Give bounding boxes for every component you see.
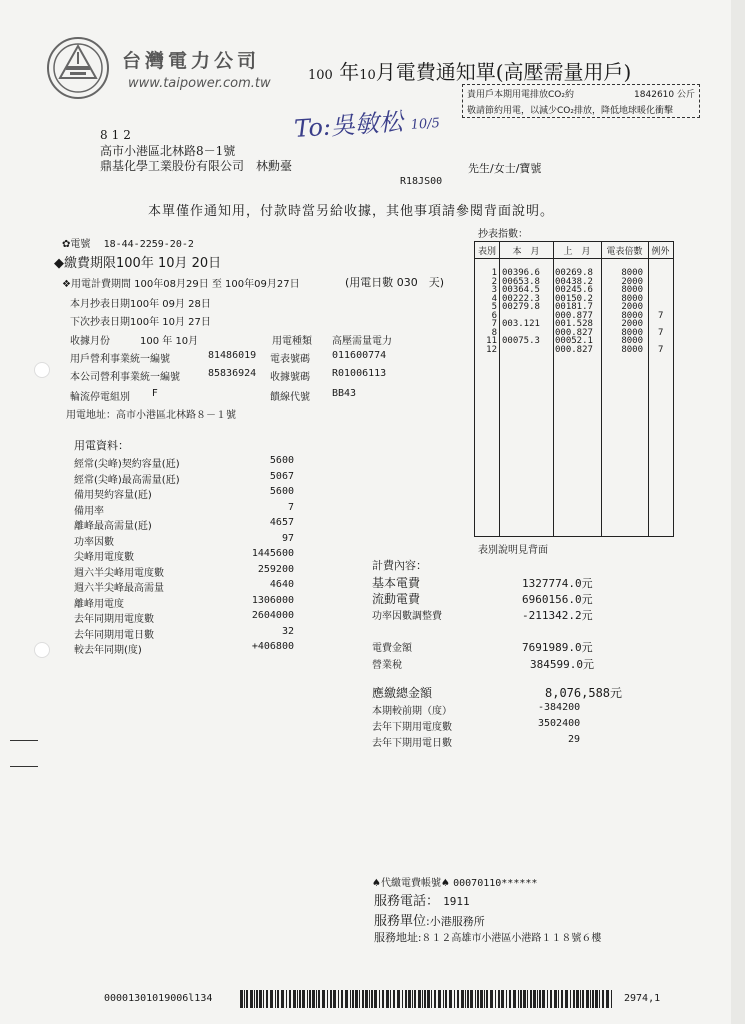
- barcode-bar: [592, 990, 594, 1008]
- barcode-bar: [606, 990, 609, 1008]
- barcode-bar: [520, 990, 522, 1008]
- barcode-bar: [477, 990, 479, 1008]
- tax-label: 營業稅: [372, 660, 402, 671]
- barcode-bar: [461, 990, 464, 1008]
- paper-edge: [731, 0, 745, 1024]
- handwritten-recipient: To:吳敏松: [293, 107, 404, 144]
- barcode-bar: [359, 990, 360, 1008]
- barcode-bar: [256, 990, 258, 1008]
- usage-row-label: 較去年同期(度): [74, 645, 142, 656]
- barcode-bar: [434, 990, 436, 1008]
- multiplier-cell: 8000: [621, 336, 643, 346]
- barcode-bar: [270, 990, 273, 1008]
- multiplier-cell: 2000: [621, 302, 643, 312]
- next-read-row: [70, 313, 211, 328]
- period-label: 用電計費期間: [70, 279, 131, 290]
- feeder-label: 饋線代號: [270, 392, 310, 403]
- read-date-label: 本月抄表日期: [70, 299, 130, 310]
- barcode-bar: [480, 990, 483, 1008]
- type-value: 高壓需量電力: [332, 336, 392, 347]
- barcode-bar: [333, 990, 336, 1008]
- barcode-bar: [408, 990, 411, 1008]
- rotation-label: 輪流停電組別: [70, 392, 130, 403]
- barcode-bar: [539, 990, 541, 1008]
- period-value: 100年08月29日 至 100年09月27日: [134, 279, 300, 290]
- table-divider: [553, 242, 554, 536]
- meter-note: 表別說明見背面: [478, 545, 548, 556]
- co2-line1: 貴用戶本期用電排放CO₂約: [467, 90, 574, 100]
- barcode-bar: [312, 990, 315, 1008]
- barcode-bar: [454, 990, 455, 1008]
- period-row: [62, 275, 300, 290]
- meter-no-label: 電表號碼: [270, 354, 310, 365]
- due-date: 100年 10月 20日: [116, 256, 222, 271]
- margin-mark: [10, 766, 38, 767]
- meter-reading-table: [474, 241, 674, 537]
- barcode-bar: [443, 990, 444, 1008]
- next-read: 100年 10月 27日: [130, 317, 211, 328]
- margin-mark: [10, 740, 38, 741]
- meter-no-value: 011600774: [332, 350, 387, 361]
- barcode-bar: [275, 990, 276, 1008]
- previous-reading-cell: 00181.7: [555, 302, 593, 312]
- table-divider: [601, 242, 602, 536]
- barcode-bar: [365, 990, 368, 1008]
- punch-hole: [34, 362, 50, 378]
- barcode-bar: [484, 990, 485, 1008]
- read-date: 100年 09月 28日: [130, 299, 211, 310]
- barcode-bar: [263, 990, 264, 1008]
- barcode-bar: [550, 990, 552, 1008]
- previous-reading-cell: 00150.2: [555, 293, 593, 304]
- barcode-bar: [259, 990, 262, 1008]
- due-label: 繳費期限: [64, 256, 117, 271]
- usage-row-value: 2604000: [251, 610, 294, 621]
- barcode-bar: [350, 990, 351, 1008]
- barcode-bar: [316, 990, 317, 1008]
- compare-value: -384200: [538, 702, 581, 713]
- barcode-bar: [244, 990, 245, 1008]
- unit-label: 服務單位: [374, 914, 427, 929]
- phone-label: 服務電話：: [374, 894, 440, 909]
- agent-label: 代繳電費帳號: [380, 878, 441, 889]
- barcode-bar: [293, 990, 296, 1008]
- barcode-bar: [299, 990, 301, 1008]
- basic-fee-label: 基本電費: [372, 576, 421, 590]
- table-divider: [648, 242, 649, 536]
- barcode-icon: [240, 990, 614, 1008]
- meter-type-cell: 2: [491, 276, 497, 287]
- barcode-bar: [352, 990, 354, 1008]
- barcode-bar: [418, 990, 421, 1008]
- previous-reading-cell: 00269.8: [555, 268, 593, 278]
- barcode-bar: [431, 990, 432, 1008]
- multiplier-cell: 8000: [621, 293, 643, 304]
- document-title: [308, 56, 631, 85]
- multiplier-cell: 8000: [621, 268, 643, 278]
- unit-value: :小港服務所: [426, 915, 485, 928]
- site-value: 高市小港區北林路８－１號: [116, 410, 236, 421]
- handwritten-date: 10/5: [410, 115, 441, 133]
- barcode-bar: [374, 990, 377, 1008]
- barcode-bar: [498, 990, 500, 1008]
- previous-reading-cell: 00438.2: [555, 276, 593, 287]
- barcode-bar: [414, 990, 416, 1008]
- barcode-bar: [362, 990, 364, 1008]
- meter-type-cell: 1: [491, 268, 497, 278]
- barcode-bar: [595, 990, 598, 1008]
- barcode-bar: [379, 990, 380, 1008]
- previous-reading-cell: 001.528: [555, 319, 593, 329]
- barcode-bar: [582, 990, 584, 1008]
- rotation-value: F: [152, 388, 158, 399]
- user-tax-label: 用戶營利事業統一編號: [70, 354, 170, 365]
- tax-value: 384599.0元: [530, 658, 594, 671]
- barcode-bar: [330, 990, 332, 1008]
- title-year-suffix: 年: [339, 60, 360, 84]
- agent-row: [372, 874, 537, 889]
- site-address-row: [66, 406, 236, 421]
- barcode-bar: [355, 990, 358, 1008]
- bullet-icon: ✿: [62, 239, 71, 250]
- flow-fee-label: 流動電費: [372, 592, 421, 606]
- barcode-bar: [390, 990, 391, 1008]
- exception-cell: 7: [658, 310, 664, 321]
- usage-row-value: 1306000: [251, 594, 294, 606]
- barcode-bar: [393, 990, 395, 1008]
- co-tax-label: 本公司營利事業統一編號: [70, 372, 180, 383]
- barcode-bar: [554, 990, 557, 1008]
- taipower-logo-icon: [46, 36, 110, 100]
- read-date-row: [70, 295, 211, 310]
- barcode-bar: [240, 990, 243, 1008]
- barcode-bar: [518, 990, 519, 1008]
- elec-no-value: 18-44-2259-20-2: [103, 239, 194, 250]
- current-reading-cell: 00396.6: [502, 268, 540, 278]
- meter-type-cell: 7: [491, 319, 497, 329]
- barcode-bar: [611, 990, 612, 1008]
- ly-days-value: 29: [568, 734, 581, 745]
- handwritten-note: [293, 99, 441, 144]
- current-reading-cell: 00075.3: [502, 336, 540, 346]
- barcode-bar: [318, 990, 320, 1008]
- barcode-bar: [422, 990, 423, 1008]
- barcode-bar: [558, 990, 559, 1008]
- barcode-bar: [533, 990, 536, 1008]
- exception-cell: 7: [658, 344, 664, 355]
- footer-page: 2974,1: [624, 993, 661, 1004]
- barcode-bar: [402, 990, 403, 1008]
- usage-row-value: +406800: [251, 641, 294, 652]
- meter-type-cell: 4: [491, 293, 497, 304]
- total-fee-label: 電費金額: [372, 643, 412, 654]
- barcode-bar: [542, 990, 545, 1008]
- usage-row-label: 備用契約容量(瓩): [74, 490, 152, 501]
- barcode-bar: [449, 990, 452, 1008]
- ly-kwh-label: 去年下期用電度數: [372, 722, 452, 733]
- bullet-icon: ❖: [62, 279, 71, 290]
- month-label: 收據月份: [70, 336, 110, 347]
- meter-type-cell: 12: [486, 344, 497, 355]
- month-value: 100 年 10月: [140, 336, 199, 347]
- barcode-bar: [345, 990, 348, 1008]
- service-addr-row: [374, 929, 601, 945]
- spade-icon: ♠: [440, 878, 450, 889]
- flow-fee-value: 6960156.0元: [522, 593, 593, 606]
- co2-value: 1842610 公斤: [634, 90, 695, 100]
- barcode-bar: [570, 990, 571, 1008]
- barcode-bar: [573, 990, 575, 1008]
- spade-icon: ♠: [372, 878, 381, 889]
- barcode-bar: [457, 990, 459, 1008]
- multiplier-cell: 2000: [621, 276, 643, 287]
- elec-no-label: 電號: [70, 239, 91, 250]
- multiplier-cell: 8000: [621, 327, 643, 338]
- phone-value: 1911: [443, 895, 470, 908]
- usage-row-value: 259200: [257, 563, 294, 575]
- receipt-value: R01006113: [332, 368, 387, 379]
- total-fee-value: 7691989.0元: [522, 641, 593, 654]
- barcode-bar: [576, 990, 579, 1008]
- notice-text: 本單僅作通知用，付款時當另給收據，其他事項請參閱背面說明。: [148, 204, 555, 219]
- previous-reading-cell: 000.827: [555, 327, 593, 338]
- addr-label: 服務地址: [374, 931, 418, 944]
- barcode-bar: [281, 990, 284, 1008]
- barcode-bar: [530, 990, 532, 1008]
- usage-row-label: 週六半尖峰用電度數: [74, 567, 164, 579]
- barcode-bar: [475, 990, 476, 1008]
- addressee-company: 鼎基化學工業股份有限公司 林勳臺: [100, 159, 293, 173]
- user-tax-value: 81486019: [208, 350, 257, 361]
- punch-hole: [34, 642, 50, 658]
- type-label: 用電種類: [272, 336, 312, 347]
- mailing-address: 高市小港區北林路8－1號: [100, 144, 236, 158]
- usage-row-label: 週六半尖峰最高需量: [74, 583, 164, 594]
- usage-title: 用電資料：: [74, 439, 129, 452]
- usage-row-label: 經常(尖峰)契約容量(瓩): [74, 459, 180, 470]
- barcode-bar: [501, 990, 504, 1008]
- basic-fee-value: 1327774.0元: [522, 577, 593, 590]
- barcode-bar: [547, 990, 548, 1008]
- barcode-bar: [602, 990, 604, 1008]
- diamond-icon: ◆: [54, 256, 64, 271]
- next-read-label: 下次抄表日期: [70, 317, 130, 328]
- meter-type-cell: 5: [491, 302, 497, 312]
- pf-fee-value: -211342.2元: [522, 609, 593, 622]
- barcode-bar: [427, 990, 430, 1008]
- barcode-bar: [424, 990, 426, 1008]
- barcode-bar: [465, 990, 466, 1008]
- barcode-bar: [486, 990, 488, 1008]
- current-reading-cell: 00222.3: [502, 293, 540, 304]
- barcode-bar: [412, 990, 413, 1008]
- exception-cell: 7: [658, 327, 664, 338]
- ly-days-label: 去年下期用電日數: [372, 738, 452, 749]
- barcode-bar: [561, 990, 563, 1008]
- barcode-bar: [369, 990, 370, 1008]
- compare-label: 本期較前期（度）: [372, 706, 452, 717]
- meter-type-cell: 6: [491, 310, 497, 321]
- usage-row-value: 5600: [269, 486, 294, 497]
- current-reading-cell: 00279.8: [502, 302, 540, 312]
- usage-row-value: 32: [281, 625, 294, 637]
- co-tax-value: 85836924: [208, 368, 257, 379]
- usage-row-label: 功率因數: [74, 536, 114, 548]
- title-rest: 月電費通知單(高壓需量用戶): [375, 60, 632, 84]
- feeder-value: BB43: [332, 388, 357, 399]
- header-exception: 例外: [651, 247, 670, 257]
- usage-row-value: 97: [281, 532, 294, 544]
- previous-reading-cell: 000.827: [555, 344, 593, 355]
- barcode-bar: [537, 990, 538, 1008]
- table-divider: [499, 242, 500, 536]
- barcode-bar: [590, 990, 591, 1008]
- footer-code: 00001301019006l134: [104, 993, 213, 1004]
- multiplier-cell: 2000: [621, 319, 643, 329]
- charges-title: 計費內容：: [372, 559, 427, 572]
- barcode-bar: [490, 990, 493, 1008]
- service-unit-row: [374, 910, 485, 929]
- addr-value: :８１２高雄市小港區小港路１１８號６樓: [418, 933, 602, 944]
- previous-reading-cell: 00052.1: [555, 336, 593, 346]
- barcode-bar: [470, 990, 473, 1008]
- barcode-bar: [382, 990, 384, 1008]
- barcode-bar: [495, 990, 496, 1008]
- usage-row-value: 5067: [269, 470, 294, 482]
- current-reading-cell: 003.121: [502, 319, 540, 329]
- barcode-bar: [277, 990, 279, 1008]
- grand-total-value: 8,076,588元: [545, 686, 623, 700]
- previous-reading-cell: 00245.6: [555, 285, 593, 295]
- barcode-bar: [599, 990, 600, 1008]
- elec-no-row: [62, 235, 194, 250]
- barcode-bar: [445, 990, 447, 1008]
- barcode-bar: [266, 990, 268, 1008]
- co2-notice-box: [462, 84, 700, 118]
- multiplier-cell: 8000: [621, 285, 643, 295]
- barcode-bar: [580, 990, 581, 1008]
- site-label: 用電地址：: [66, 410, 116, 421]
- barcode-bar: [509, 990, 511, 1008]
- barcode-bar: [506, 990, 507, 1008]
- barcode-bar: [297, 990, 298, 1008]
- receipt-label: 收據號碼: [270, 372, 310, 383]
- usage-row-label: 備用率: [74, 505, 104, 517]
- barcode-bar: [565, 990, 568, 1008]
- barcode-bar: [405, 990, 407, 1008]
- co2-line2: 敬請節約用電，以減少CO₂排放，降低地球暖化衝擊: [467, 106, 673, 116]
- barcode-bar: [523, 990, 526, 1008]
- barcode-bar: [254, 990, 255, 1008]
- barcode-bar: [341, 990, 343, 1008]
- current-reading-cell: 00653.8: [502, 276, 540, 287]
- usage-row-value: 1445600: [251, 548, 294, 559]
- current-reading-cell: 00364.5: [502, 285, 540, 295]
- usage-row-value: 7: [287, 501, 294, 513]
- usage-row-label: 經常(尖峰)最高需量(瓩): [74, 474, 180, 486]
- multiplier-cell: 8000: [621, 310, 643, 321]
- header-previous: 上 月: [563, 247, 591, 257]
- usage-row-label: 尖峰用電度數: [74, 552, 134, 563]
- barcode-bar: [246, 990, 248, 1008]
- company-name: 台灣電力公司: [122, 50, 261, 72]
- usage-row-value: 5600: [269, 455, 294, 466]
- grand-total-label: 應繳總金額: [372, 686, 433, 700]
- routing-code: R18JS00: [400, 176, 443, 187]
- salutation: 先生/女士/寶號: [468, 162, 542, 175]
- meter-type-cell: 8: [491, 327, 497, 338]
- pf-fee-label: 功率因數調整費: [372, 611, 442, 622]
- barcode-bar: [327, 990, 328, 1008]
- usage-row-label: 離峰最高需量(瓩): [74, 521, 152, 532]
- usage-row-value: 4640: [269, 579, 294, 590]
- table-header-divider: [475, 258, 673, 259]
- title-month: 10: [359, 68, 376, 83]
- agent-value: 00070110******: [453, 878, 538, 889]
- days-text: (用電日數 030 天): [345, 276, 445, 289]
- barcode-bar: [286, 990, 287, 1008]
- barcode-bar: [586, 990, 589, 1008]
- barcode-bar: [322, 990, 325, 1008]
- barcode-bar: [438, 990, 441, 1008]
- postal-code: 812: [100, 128, 135, 142]
- meter-title: 抄表指數：: [478, 229, 528, 240]
- meter-type-cell: 3: [491, 285, 497, 295]
- meter-type-cell: 11: [486, 336, 497, 346]
- usage-row-value: 4657: [269, 517, 294, 528]
- barcode-bar: [307, 990, 308, 1008]
- previous-reading-cell: 000.877: [555, 310, 593, 321]
- service-phone-row: [374, 890, 470, 909]
- usage-row-label: 去年同期用電日數: [74, 629, 154, 641]
- header-meter-type: 表別: [477, 247, 496, 257]
- barcode-bar: [397, 990, 400, 1008]
- header-multiplier: 電表倍數: [606, 247, 643, 257]
- barcode-bar: [467, 990, 469, 1008]
- barcode-bar: [371, 990, 373, 1008]
- barcode-bar: [386, 990, 389, 1008]
- barcode-bar: [289, 990, 291, 1008]
- barcode-bar: [527, 990, 528, 1008]
- company-url[interactable]: www.taipower.com.tw: [128, 76, 271, 91]
- multiplier-cell: 8000: [621, 344, 643, 355]
- barcode-bar: [302, 990, 305, 1008]
- header-current: 本 月: [512, 247, 540, 257]
- due-date-row: [54, 252, 221, 271]
- title-year: 100: [308, 68, 333, 83]
- usage-row-label: 離峰用電度: [74, 598, 124, 610]
- ly-kwh-value: 3502400: [538, 718, 581, 729]
- barcode-bar: [309, 990, 311, 1008]
- usage-row-label: 去年同期用電度數: [74, 614, 154, 625]
- barcode-bar: [250, 990, 253, 1008]
- barcode-bar: [338, 990, 339, 1008]
- barcode-bar: [513, 990, 516, 1008]
